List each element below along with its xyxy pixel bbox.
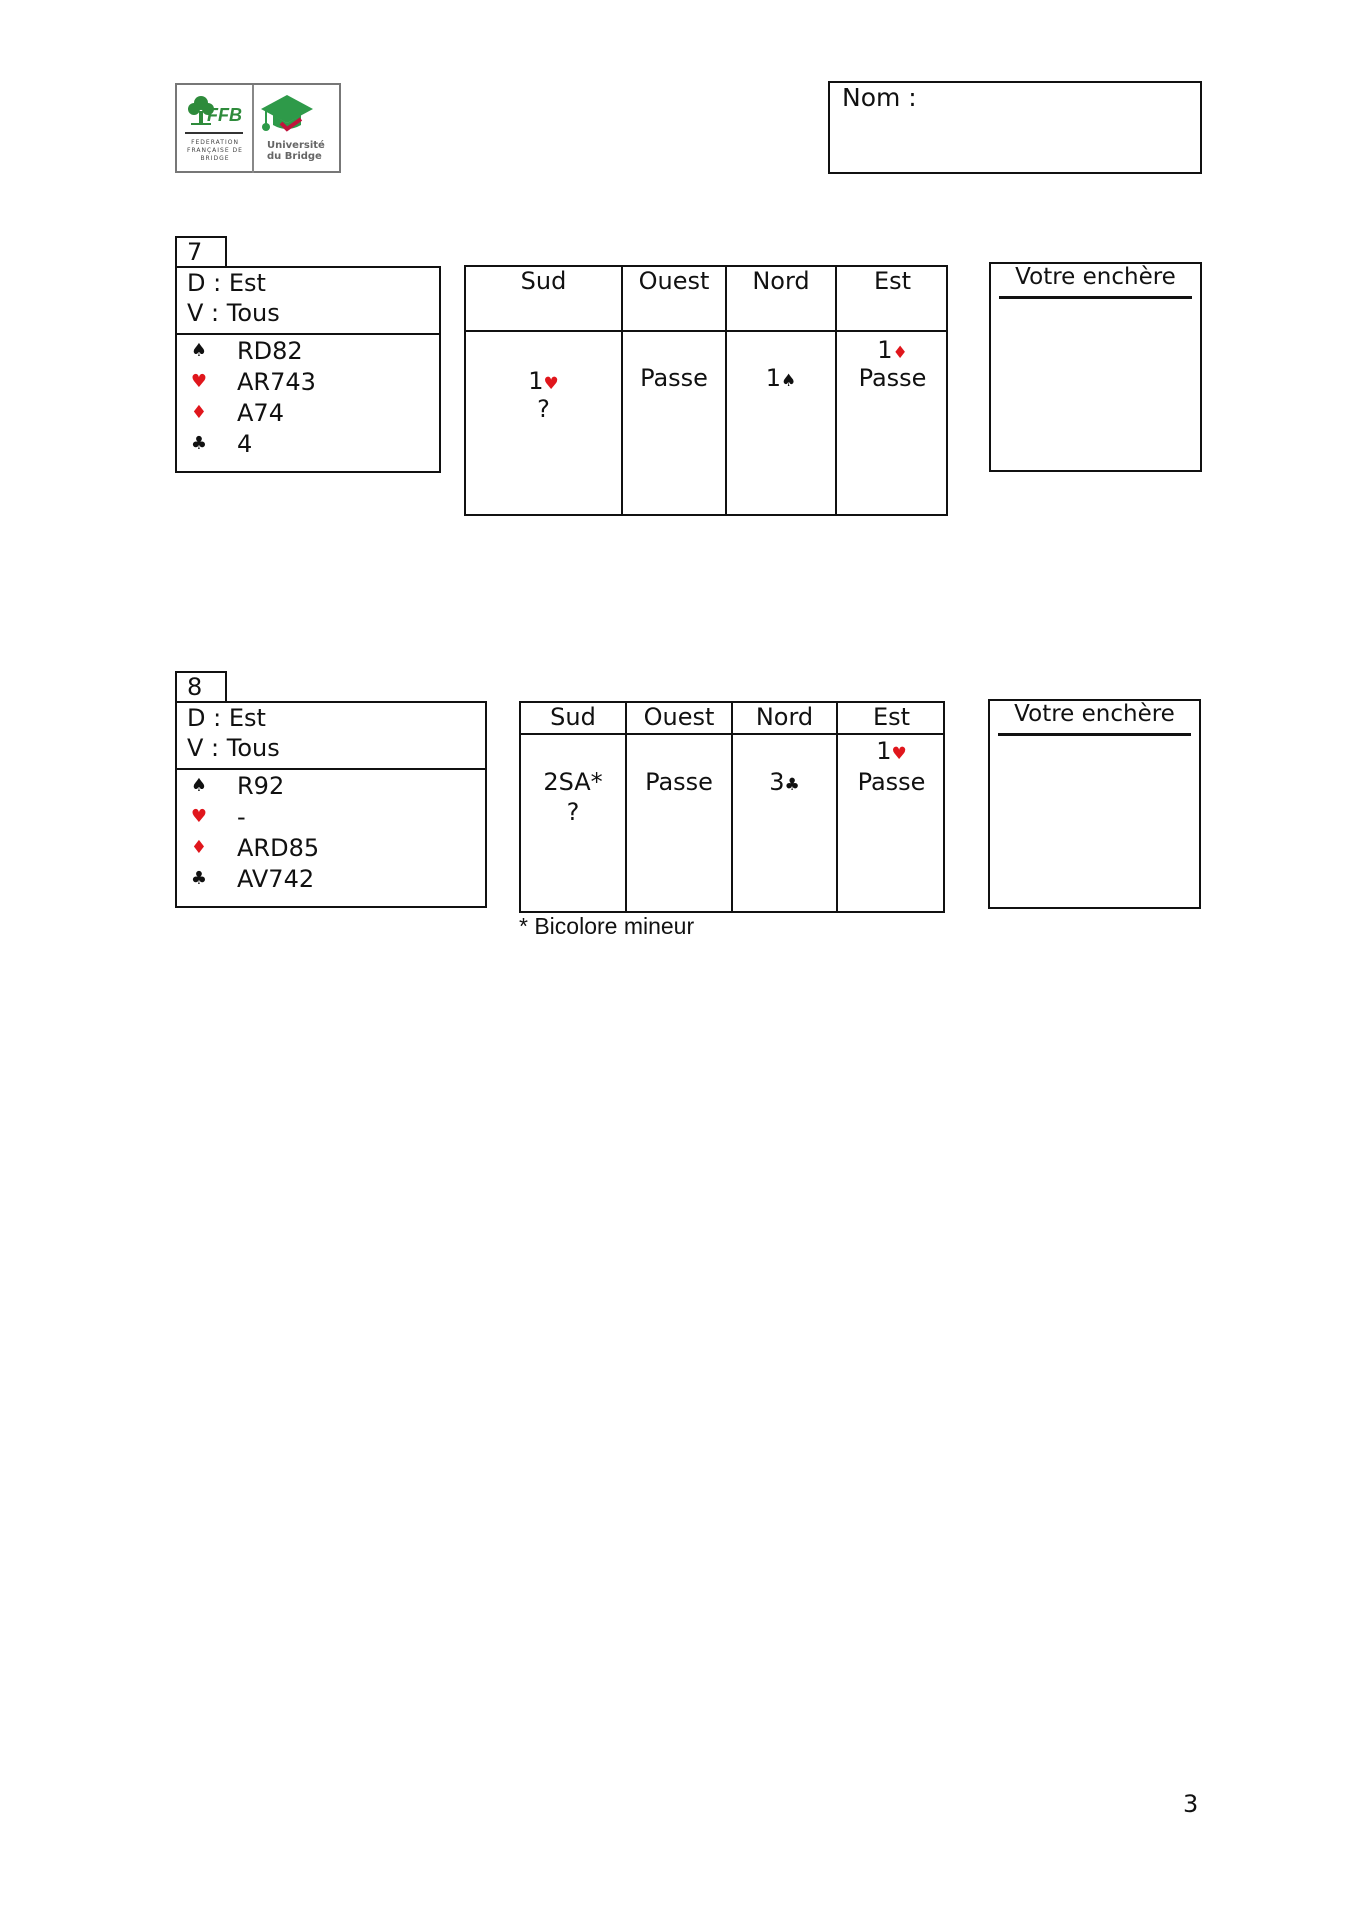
bid-sud-1: 1♥ bbox=[528, 367, 559, 395]
bid-est-1: 1♦ bbox=[877, 336, 908, 364]
answer-underline bbox=[999, 296, 1192, 299]
answer-title: Votre enchère bbox=[1014, 701, 1175, 727]
club-icon: ♣ bbox=[784, 775, 800, 795]
bidding-table bbox=[519, 701, 945, 913]
bid-ouest-1: Passe bbox=[640, 364, 708, 392]
deal-number: 7 bbox=[187, 238, 203, 266]
spade-cards: R92 bbox=[237, 772, 285, 800]
bid-est-2: Passe bbox=[857, 768, 926, 796]
column-header-est: Est bbox=[872, 703, 911, 731]
bid-est-2: Passe bbox=[858, 364, 927, 392]
diamond-icon: ♦ bbox=[892, 343, 908, 363]
answer-title: Votre enchère bbox=[1015, 264, 1176, 290]
column-header-nord: Nord bbox=[752, 267, 810, 295]
name-label: Nom : bbox=[842, 83, 917, 112]
deal-info bbox=[177, 268, 439, 335]
spade-cards: RD82 bbox=[237, 337, 303, 365]
spade-icon: ♠ bbox=[190, 340, 208, 361]
header-divider bbox=[521, 733, 943, 735]
ffb-underline bbox=[185, 132, 243, 134]
spade-icon: ♠ bbox=[190, 775, 208, 796]
name-field[interactable] bbox=[828, 81, 1202, 174]
hand-box bbox=[175, 701, 487, 908]
hand-box bbox=[175, 266, 441, 473]
heart-icon: ♥ bbox=[190, 371, 208, 392]
column-header-ouest: Ouest bbox=[638, 267, 710, 295]
graduation-cap-icon bbox=[259, 93, 315, 137]
answer-box[interactable] bbox=[989, 262, 1202, 472]
bid-sud-2: ? bbox=[537, 395, 550, 423]
column-header-ouest: Ouest bbox=[643, 703, 715, 731]
spade-icon: ♠ bbox=[781, 371, 797, 391]
vulnerability-line: V : Tous bbox=[187, 299, 280, 327]
answer-box[interactable] bbox=[988, 699, 1201, 909]
answer-underline bbox=[998, 733, 1191, 736]
heart-cards: AR743 bbox=[237, 368, 316, 396]
bid-sud-1: 2SA* bbox=[543, 768, 603, 796]
bid-sud-2: ? bbox=[566, 798, 580, 826]
diamond-cards: ARD85 bbox=[237, 834, 320, 862]
column-header-sud: Sud bbox=[550, 703, 596, 731]
club-cards: AV742 bbox=[237, 865, 315, 893]
bid-nord-1: 1♠ bbox=[765, 364, 797, 392]
deal-number: 8 bbox=[187, 673, 203, 701]
column-header-sud: Sud bbox=[520, 267, 567, 295]
deal-info bbox=[177, 703, 485, 770]
dealer-line: D : Est bbox=[187, 269, 266, 297]
diamond-icon: ♦ bbox=[190, 837, 208, 858]
header-divider bbox=[466, 330, 946, 332]
bid-est-1: 1♥ bbox=[876, 737, 907, 765]
club-icon: ♣ bbox=[190, 868, 208, 889]
dealer-line: D : Est bbox=[187, 704, 266, 732]
ffb-logo-text: FFB bbox=[207, 105, 242, 125]
ub-subtitle: Université du Bridge bbox=[267, 140, 325, 162]
page-number: 3 bbox=[1183, 1790, 1199, 1818]
column-header-est: Est bbox=[873, 267, 912, 295]
diamond-icon: ♦ bbox=[190, 402, 208, 423]
convention-note: * Bicolore mineur bbox=[519, 913, 695, 939]
club-cards: 4 bbox=[237, 430, 253, 458]
diamond-cards: A74 bbox=[237, 399, 284, 427]
logo-divider bbox=[252, 85, 254, 173]
heart-icon: ♥ bbox=[190, 806, 208, 827]
heart-cards: - bbox=[237, 803, 246, 831]
ffb-subtitle: FEDERATION FRANÇAISE DE BRIDGE bbox=[187, 139, 243, 162]
bid-nord-1: 3♣ bbox=[769, 768, 800, 796]
deal-number-tab bbox=[175, 236, 227, 268]
column-header-nord: Nord bbox=[755, 703, 814, 731]
bidding-table bbox=[464, 265, 948, 516]
club-icon: ♣ bbox=[190, 433, 208, 454]
heart-icon: ♥ bbox=[891, 744, 907, 764]
heart-icon: ♥ bbox=[543, 374, 559, 394]
bid-ouest-1: Passe bbox=[645, 768, 713, 796]
deal-number-tab bbox=[175, 671, 227, 703]
vulnerability-line: V : Tous bbox=[187, 734, 280, 762]
header-logo bbox=[175, 83, 341, 173]
